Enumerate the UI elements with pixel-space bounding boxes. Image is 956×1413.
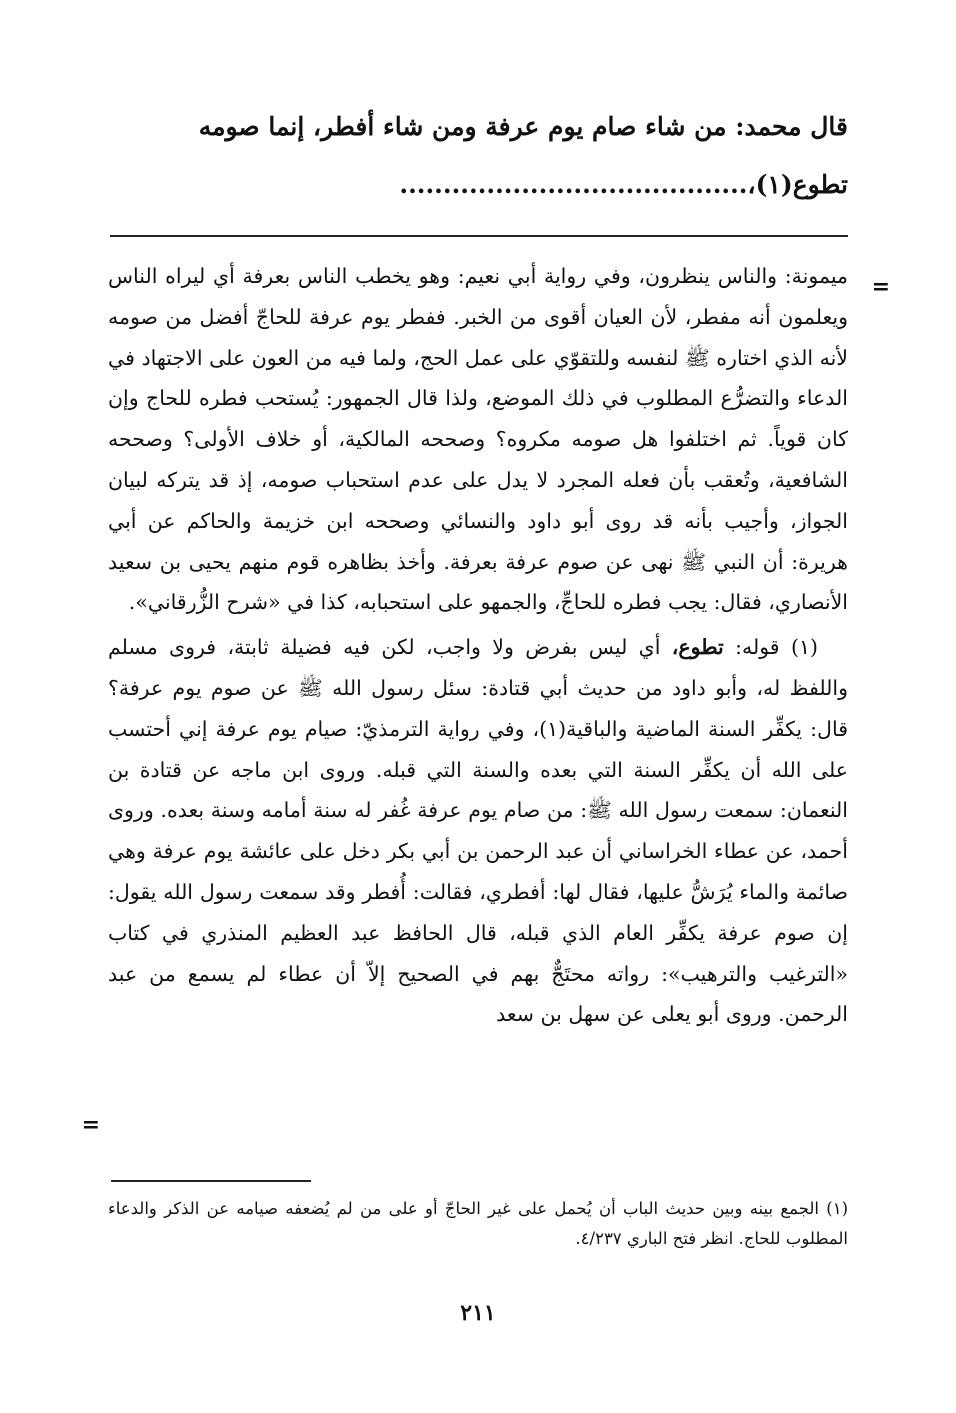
main-text-line-2 [108, 156, 848, 214]
main-text-end: تطوع(١)، [747, 170, 848, 199]
footnote-text: (١) الجمع بينه وبين حديث الباب أن يُحمل على غير الحاجّ أو على من لم يُضعفه صيامه عن الذكر والدعاء المطلوب للحاج. انظر فتح الباري ٤/٢٣٧. [108, 1199, 848, 1248]
commentary-paragraph-1: ميمونة: والناس ينظرون، وفي رواية أبي نعيم: وهو يخطب الناس بعرفة أي ليراه الناس ويعلمون أنه مفطر، لأن العيان أقوى من الخبر. ففطر يوم عرفة للحاجّ أفضل من صومه لأنه الذي اختاره ﷺ لنفسه وللتقوّي على عمل الحج، ولما فيه من العون على الاجتهاد في الدعاء والتضرُّع المطلوب في ذلك الموضع، ولذا قال الجمهور: يُستحب فطره للحاج وإن كان قوياً. ثم اختلفوا هل صومه مكروه؟ وصححه المالكية، أو خلاف الأولى؟ وصححه الشافعية، وتُعقب بأن فعله المجرد لا يدل على عدم استحباب صومه، إذ قد يتركه لبيان الجواز، وأجيب بأنه قد روى أبو داود والنسائي وصححه ابن خزيمة والحاكم عن أبي هريرة: أن النبي ﷺ نهى عن صوم عرفة بعرفة. وأخذ بظاهره قوم منهم يحيى بن سعيد الأنصاري، فقال: يجب فطره للحاجِّ، والجمهو على استحبابه، كذا في «شرح الزُّرقاني». [108, 264, 848, 615]
note-keyword: تطوع، [671, 635, 724, 660]
commentary [108, 256, 848, 1035]
continuation-mark-bottom: = [81, 1112, 100, 1138]
commentary-paragraph-2: أي ليس بفرض ولا واجب، لكن فيه فضيلة ثابتة، فروى مسلم واللفظ له، وأبو داود من حديث أبي قتادة: سئل رسول الله ﷺ عن صوم يوم عرفة؟ قال: يكفِّر السنة الماضية والباقية(١)، وفي رواية الترمذيّ: صيام يوم عرفة إني أحتسب على الله أن يكفِّر السنة التي بعده والسنة التي قبله. وروى ابن ماجه عن قتادة بن النعمان: سمعت رسول الله ﷺ: من صام يوم عرفة غُفر له سنة أمامه وسنة بعده. وروى أحمد، عن عطاء الخراساني أن عبد الرحمن بن أبي بكر دخل على عائشة يوم عرفة وهي صائمة والماء يُرَشُّ عليها، فقال لها: أفطري، فقالت: أُفطر وقد سمعت رسول الله يقول: إن صوم عرفة يكفِّر العام الذي قبله، قال الحافظ عبد العظيم المنذري في كتاب «الترغيب والترهيب»: رواته محتَجٌّ بهم في الصحيح إلاّ أن عطاء لم يسمع من عبد الرحمن. وروى أبو يعلى عن سهل بن سعد [108, 635, 848, 1027]
main-text-line-1: قال محمد: من شاء صام يوم عرفة ومن شاء أفطر، إنما صومه [198, 112, 848, 141]
footnote-rule [111, 1180, 311, 1182]
footnote [108, 1194, 848, 1254]
main-text [108, 98, 848, 214]
note-number: (١) قوله: [735, 635, 818, 660]
separator-rule [110, 235, 848, 237]
commentary-note-1 [108, 627, 848, 1035]
continuation-mark-top: = [871, 274, 890, 300]
dotted-leader: ........................................ [399, 170, 748, 199]
page-number: ٢١١ [460, 1300, 496, 1326]
